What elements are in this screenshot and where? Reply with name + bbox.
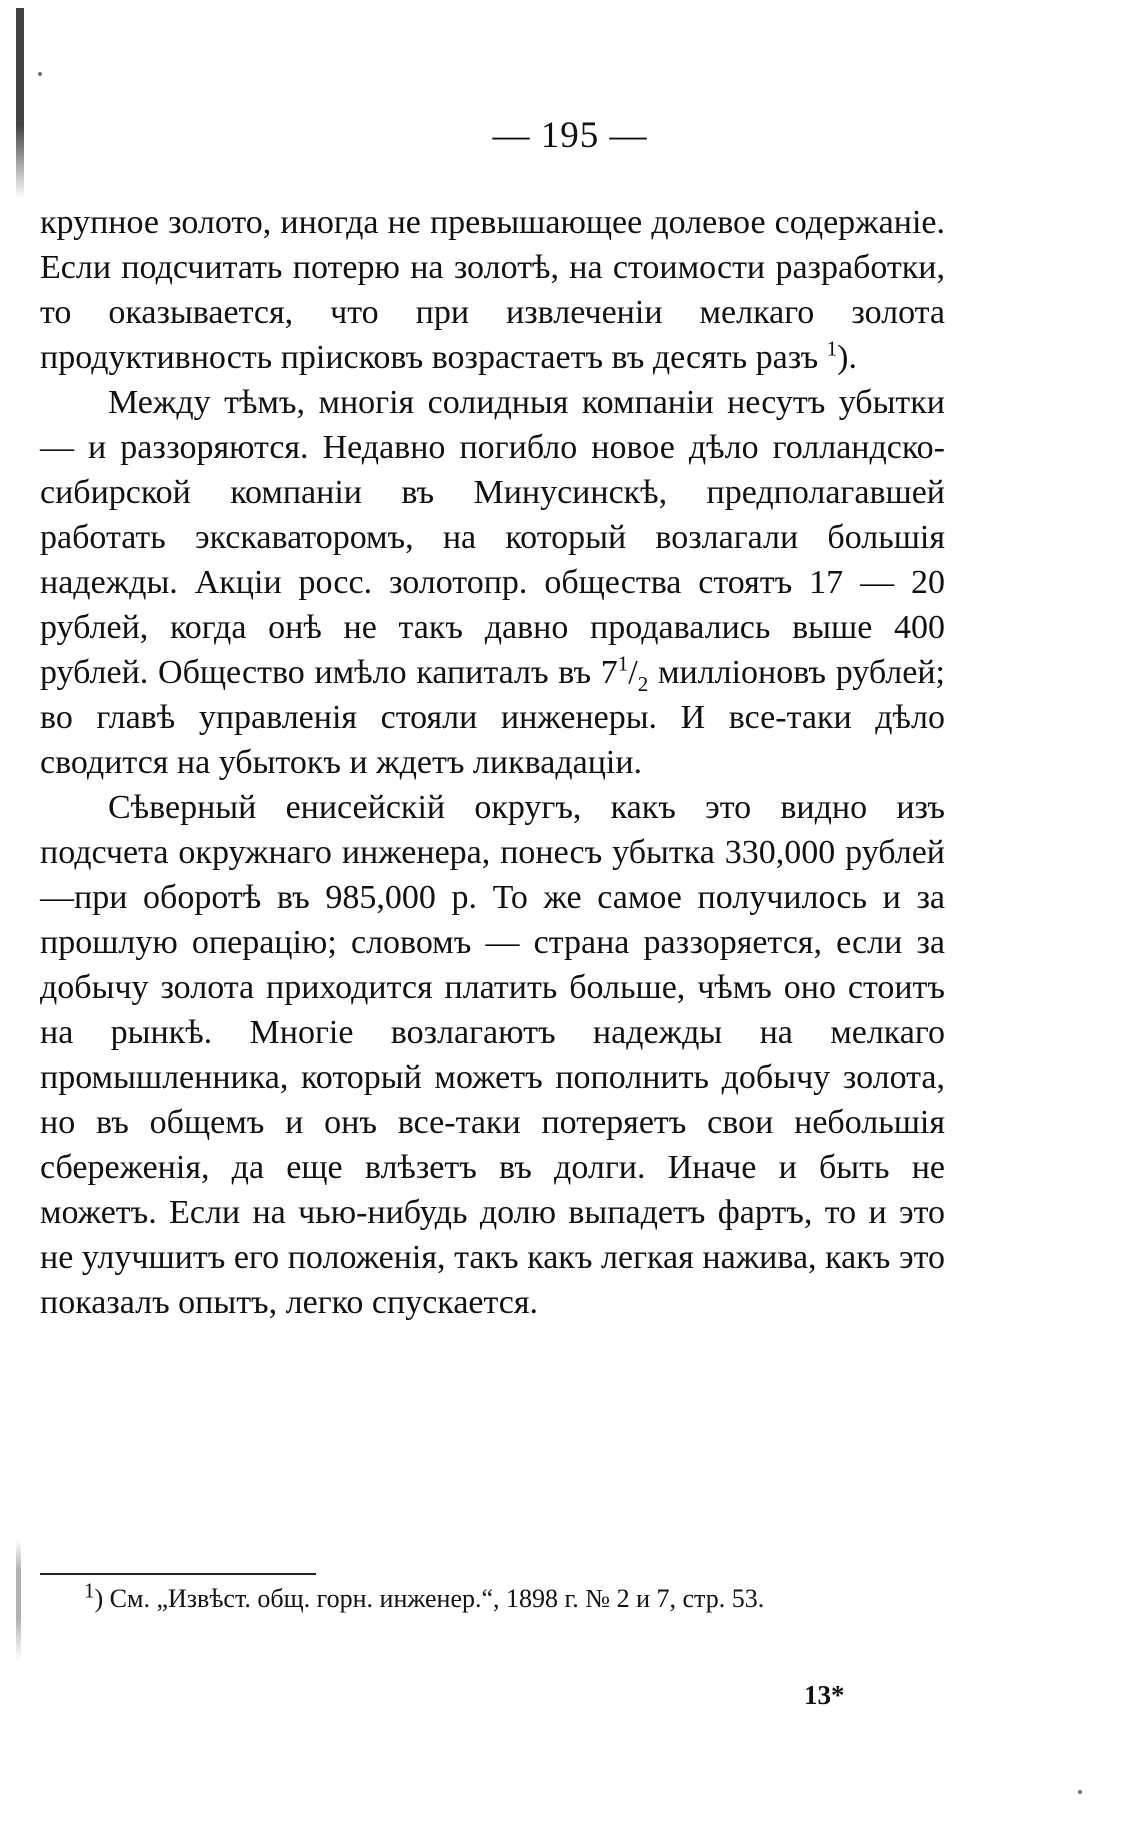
paragraph bbox=[40, 785, 945, 1325]
fraction-slash: / bbox=[628, 654, 638, 691]
scan-edge-mark-lower bbox=[16, 1540, 21, 1660]
fraction-denominator: 2 bbox=[637, 671, 649, 696]
scan-speck bbox=[1078, 1790, 1082, 1794]
paragraph bbox=[40, 380, 945, 785]
text-run: Сѣверный енисейскій округъ, какъ это видно изъ подсчета окружнаго инженера, понесъ убытка 330,000 рублей—при оборотѣ въ 985,000 р. То же самое получилось и за прошлую операцію; словомъ — страна раззоряется, если за добычу золота приходится платить больше, чѣмъ оно стоитъ на рынкѣ. Многіе возлагаютъ надежды на мелкаго промышленника, который можетъ пополнить добычу золота, но въ общемъ и онъ все-таки потеряетъ свои небольшія сбереженія, да еще влѣзетъ въ долги. Иначе и быть не можетъ. Если на чью-нибудь долю выпадетъ фартъ, то и это не улучшитъ его положенія, такъ какъ легкая нажива, какъ это показалъ опытъ, легко спускается. bbox=[40, 789, 945, 1321]
scan-speck bbox=[38, 72, 42, 76]
footnote bbox=[40, 1578, 945, 1616]
printer-signature: 13* bbox=[804, 1680, 845, 1710]
body-text bbox=[40, 200, 945, 1325]
fraction-numerator: 1 bbox=[617, 651, 629, 676]
text-run: милліоновъ рублей; во главѣ управленія стояли инженеры. И все-таки дѣло сводится на убытокъ и ждетъ ликвадаціи. bbox=[40, 654, 945, 781]
text-run: Между тѣмъ, многія солидныя компаніи несутъ убытки — и раззоряются. Недавно погибло новое дѣло голландско-сибирской компаніи въ Минусинскѣ, предполагавшей работать экскаваторомъ, на который возлагали большія надежды. Акціи росс. золотопр. общества стоятъ 17 — 20 рублей, когда онѣ не такъ давно продавались выше 400 рублей. Общество имѣло капиталъ въ 7 bbox=[40, 384, 945, 691]
text-run: крупное золото, иногда не превышающее долевое содержаніе. Если подсчитать потерю на золотѣ, на стоимости разработки, то оказывается, что при извлеченіи мелкаго золота продуктивность пріисковъ возрастаетъ въ десять разъ bbox=[40, 204, 945, 376]
text-run: ). bbox=[837, 339, 857, 376]
paragraph bbox=[40, 200, 945, 380]
footnote-text: ) См. „Извѣст. общ. горн. инженер.“, 1898 г. № 2 и 7, стр. 53. bbox=[94, 1584, 765, 1613]
footnote-marker: 1 bbox=[84, 1578, 95, 1603]
footnote-divider bbox=[40, 1573, 316, 1575]
footnote-reference: 1 bbox=[826, 336, 838, 361]
page-number: — 195 — bbox=[492, 115, 648, 156]
scan-edge-mark bbox=[16, 8, 24, 198]
